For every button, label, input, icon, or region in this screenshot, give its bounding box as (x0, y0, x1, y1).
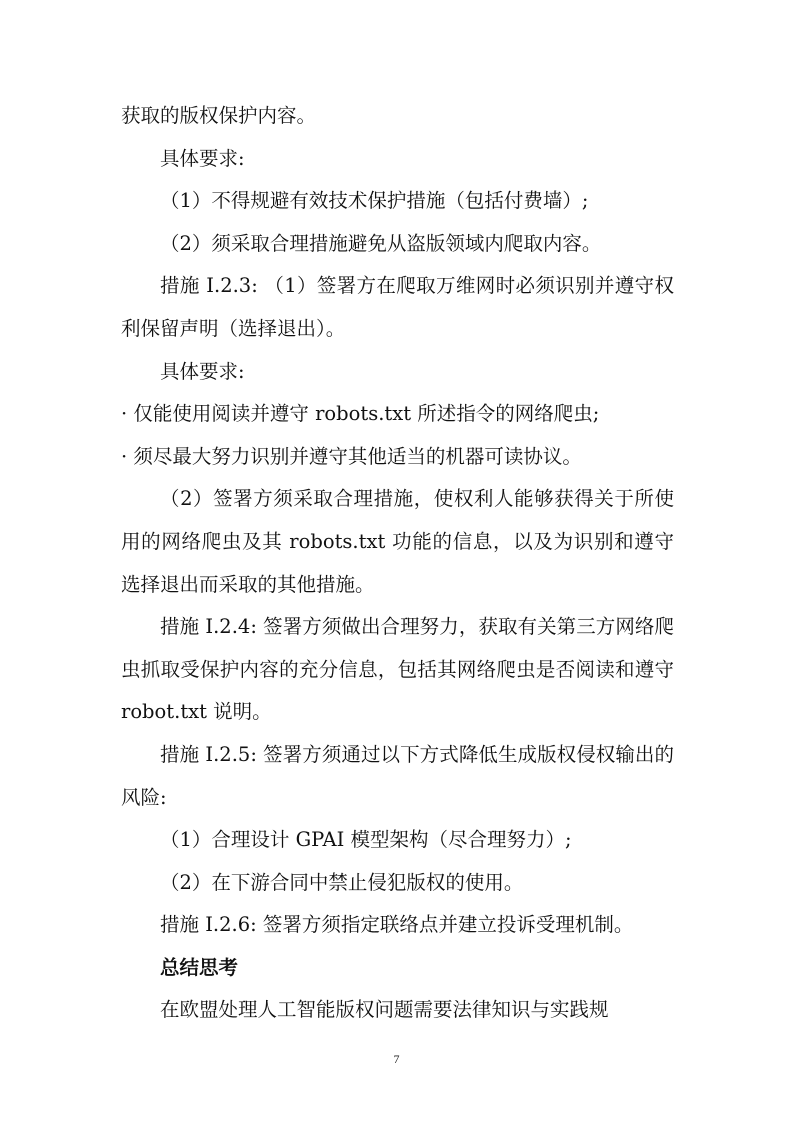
paragraph-requirements-label-2: 具体要求: (160, 359, 245, 383)
section-heading: 总结思考 (160, 955, 239, 979)
paragraph-measure-i24: 措施 I.2.4: 签署方须做出合理努力，获取有关第三方网络爬虫抓取受保护内容的充分信息，包括其网络爬虫是否阅读和遵守 robot.txt 说明。 (121, 615, 674, 724)
paragraph-item-2: （2）须采取合理措施避免从盗版领域内爬取内容。 (160, 231, 602, 255)
paragraph-item-1: （1）不得规避有效技术保护措施（包括付费墙）; (160, 189, 589, 213)
paragraph-measure-i23-part2: （2）签署方须采取合理措施，使权利人能够获得关于所使用的网络爬虫及其 robots.txt 功能的信息，以及为识别和遵守选择退出而采取的其他措施。 (121, 487, 674, 596)
paragraph-measure-i26: 措施 I.2.6: 签署方须指定联络点并建立投诉受理机制。 (160, 913, 634, 937)
paragraph-i25-item-2: （2）在下游合同中禁止侵犯版权的使用。 (160, 870, 524, 894)
page-number: 7 (393, 1052, 400, 1066)
paragraph-bullet-2: · 须尽最大努力识别并遵守其他适当的机器可读协议。 (121, 444, 582, 468)
paragraph-requirements-label: 具体要求: (160, 146, 245, 170)
paragraph-measure-i25: 措施 I.2.5: 签署方须通过以下方式降低生成版权侵权输出的风险: (121, 742, 674, 809)
paragraph-i25-item-1: （1）合理设计 GPAI 模型架构（尽合理努力）; (160, 828, 572, 852)
body-text (121, 95, 674, 1032)
paragraph-measure-i23: 措施 I.2.3: （1）签署方在爬取万维网时必须识别并遵守权利保留声明（选择退出）。 (121, 274, 674, 340)
paragraph-bullet-1: · 仅能使用阅读并遵守 robots.txt 所述指令的网络爬虫; (121, 402, 600, 426)
paragraph-summary: 在欧盟处理人工智能版权问题需要法律知识与实践规 (160, 998, 609, 1022)
paragraph-continuation: 获取的版权保护内容。 (121, 104, 317, 127)
